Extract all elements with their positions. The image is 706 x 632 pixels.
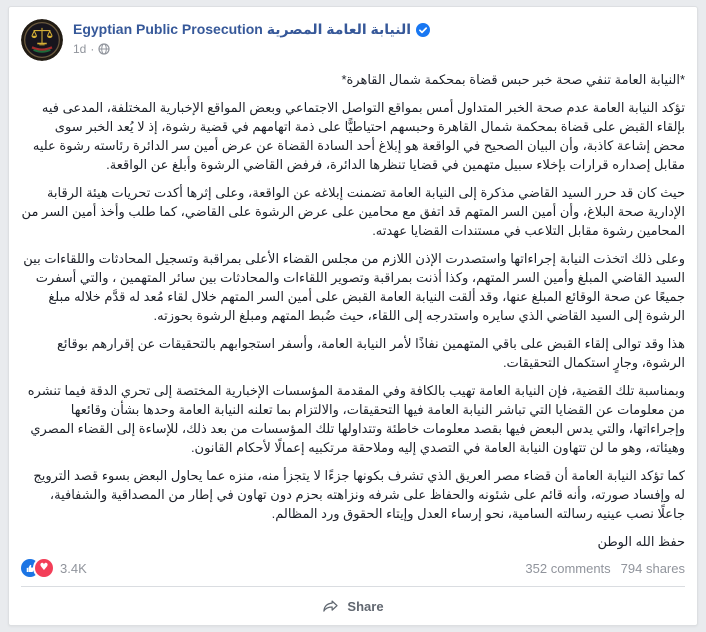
timestamp[interactable]: 1d	[73, 42, 87, 56]
share-button-label: Share	[347, 598, 384, 614]
post-header	[9, 7, 697, 61]
post-paragraph: وعلى ذلك اتخذت النيابة إجراءاتها واستصدرت الإذن اللازم من مجلس القضاء الأعلى بمراقبة وتسجيل المحادثات واللقاءات بين السيد القاضي المبلغ وأمين السر المتهم، وكذا أذنت بمراقبة وتصوير اللقاءات والمحادثات بين سائر المتهمين ، والتي أسفرت جميعًا عن صحة الوقائع المبلغ عنها، وقد ألقت النيابة العامة القبض على أمين السر المتهم خلال لقاء مُعد له قدَّم خلاله مبلغ الرشوة إلى السيد القاضي الذي سايره واستدرجه إلى اللقاء، حيث ضُبط المتهم ومبلغ الرشوة بحوزته.	[23, 251, 685, 323]
page-name-link[interactable]: Egyptian Public Prosecution النيابة العامة المصرية	[73, 21, 412, 37]
post-paragraph: كما تؤكد النيابة العامة أن قضاء مصر العريق الذي تشرف بكونها جزءًا لا يتجزأ منه، منزه عما يحاول البعض بسوء قصد الترويج له وإفساد صورته، وأنه قائم على شئونه والحفاظ على شرفه ونزاهته بحزم دون تهاون في إطار من المصداقية والشفافية، جاعلًا نصب عينيه رسالته السامية، نحو إرساء العدل وإيتاء الحقوق ورد المظالم.	[33, 468, 685, 521]
post-paragraph: حيث كان قد حرر السيد القاضي مذكرة إلى النيابة العامة تضمنت إبلاغه عن الواقعة، وعلى إثرها أكدت تحريات هيئة الرقابة الإدارية صحة البلاغ، وأن أمين السر المتهم قد اتفق مع محامين على عرض الرشوة على القاضي، كما طلب وأخذ أمين السر من المحامين رشوة مقابل التلاعب في مستندات القضايا عهدته.	[21, 185, 685, 238]
engagement-bar	[9, 551, 697, 586]
post-paragraph: تؤكد النيابة العامة عدم صحة الخبر المتداول أمس بمواقع التواصل الاجتماعي وبعض المواقع الإخبارية المختلفة، المدعى فيه بإلقاء القبض على قضاة بمحكمة شمال القاهرة وحبسهم احتياطيًّا على ذمة اتهامهم في قضية رشوة، إذ لا يُعد الخبر سوى محض إشاعة كاذبة، وأن البيان الصحيح في الواقعة هو إبلاغ أحد السادة القضاة عن عرض أمين سر الدائرة رئاسته رشوة عليه مقابل إصداره قرارات بإخلاء سبيل متهمين في قضايا تنظرها الدائرة، فرفض القاضي الرشوة وأبلغ عن الواقعة.	[32, 100, 685, 172]
post-paragraph: وبمناسبة تلك القضية، فإن النيابة العامة تهيب بالكافة وفي المقدمة المؤسسات الإخبارية المختصة إلى تحري الدقة فيما تنشره من معلومات عن القضايا التي تباشر النيابة العامة فيها التحقيقات، والالتزام بما تعلنه النيابة العامة وحدها بشأن وقائعها وإجراءاتها، والتي يدس البعض فيها بقصد معلومات خاطئة وتتداولها تلك المؤسسات من بعد ذلك، للإساءة إلى القضاء المصري وهيئاته، وهو ما لن تتهاون النيابة العامة في التصدي إليه وملاحقة مرتكبيه إعمالًا لأحكام القانون.	[27, 383, 685, 455]
shares-count[interactable]: 794 shares	[620, 560, 685, 576]
facebook-post-card	[8, 6, 698, 626]
post-text	[9, 61, 697, 551]
love-heart-icon: ♥	[35, 559, 53, 577]
meta-separator: ·	[90, 42, 95, 56]
share-button[interactable]	[9, 587, 697, 625]
post-paragraph: حفظ الله الوطن	[597, 534, 685, 549]
reaction-count[interactable]: 3.4K	[60, 560, 87, 576]
avatar[interactable]	[21, 19, 63, 61]
scales-of-justice-logo	[21, 19, 63, 61]
globe-public-icon	[98, 43, 110, 55]
post-paragraph: *النيابة العامة تنفي صحة خبر حبس قضاة بمحكمة شمال القاهرة*	[341, 72, 685, 87]
post-paragraph: هذا وقد توالى إلقاء القبض على باقي المتهمين نفاذًا لأمر النيابة العامة، وأسفر استجوابهم بالتحقيقات عن إقرارهم بوقائع الرشوة، وجارٍ استكمال التحقيقات.	[56, 336, 685, 370]
post-meta	[73, 42, 430, 56]
share-arrow-icon	[322, 597, 340, 615]
comments-count[interactable]: 352 comments	[525, 560, 611, 576]
verified-badge-icon	[416, 23, 430, 37]
reactions-summary[interactable]	[21, 559, 87, 577]
header-text	[73, 19, 430, 61]
